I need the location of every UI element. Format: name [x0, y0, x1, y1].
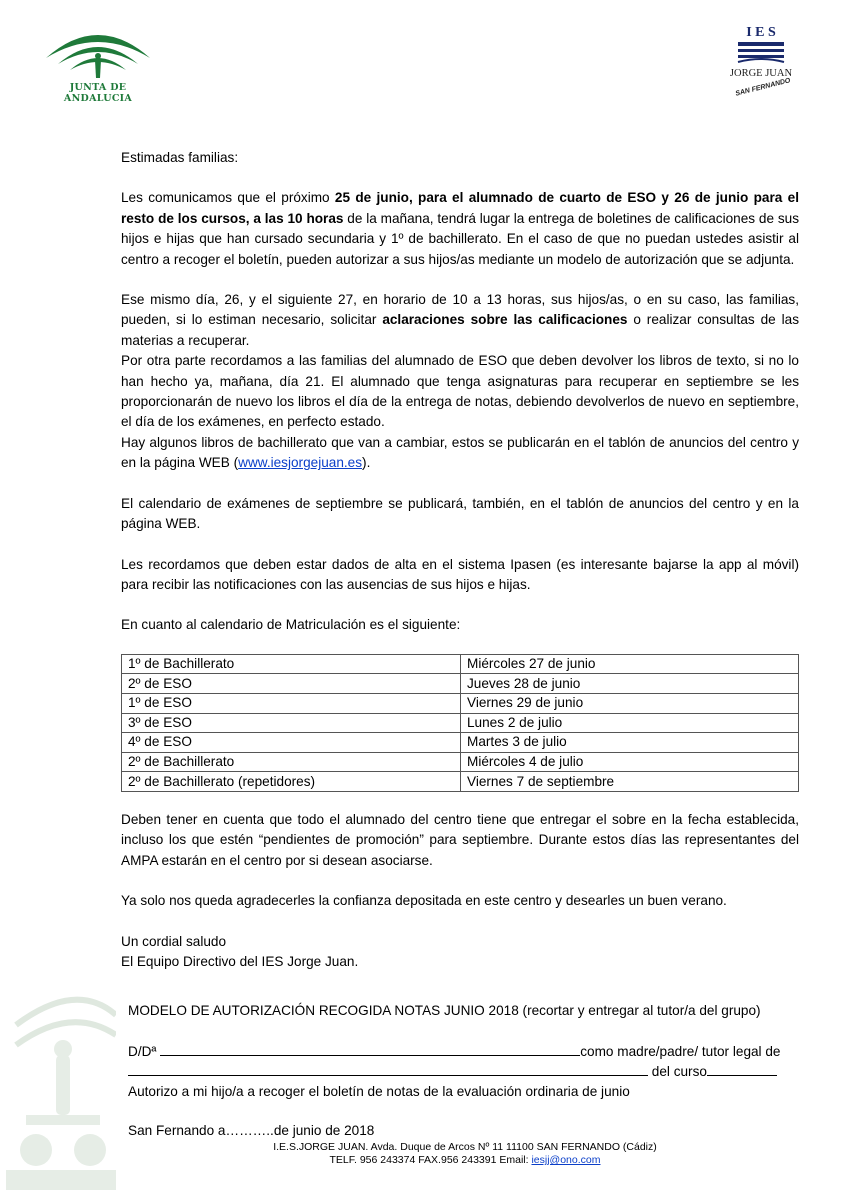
footer-address: I.E.S.JORGE JUAN. Avda. Duque de Arcos Nº 11 11100 SAN FERNANDO (Cádiz) — [273, 1141, 657, 1153]
student-line — [128, 1062, 777, 1082]
junta-andalucia-logo — [38, 18, 158, 102]
date-cell: Miércoles 27 de junio — [461, 654, 799, 674]
ies-mark-icon — [716, 22, 806, 68]
paragraph-aclaraciones: Ese mismo día, 26, y el siguiente 27, en horario de 10 a 13 horas, sus hijos/as, o en su caso, las familias, pueden, si lo estiman necesario, solicitar aclaraciones sobre las calificaciones o realizar consultas de las materias a recuperar. — [121, 292, 799, 348]
date-cell: Martes 3 de julio — [461, 733, 799, 753]
course-cell: 2º de Bachillerato — [122, 752, 461, 772]
table-row — [122, 654, 799, 674]
closing-saludo: Un cordial saludo — [121, 933, 227, 949]
paragraph-agradecimiento: Ya solo nos queda agradecerles la confianza depositada en este centro y desearles un buen verano. — [121, 893, 727, 909]
autorizo-text: Autorizo a mi hijo/a a recoger el boletín de notas de la evaluación ordinaria de junio — [128, 1084, 630, 1099]
date-cell: Miércoles 4 de julio — [461, 752, 799, 772]
place-date-text: San Fernando a………..de junio de 2018 — [128, 1123, 375, 1138]
course-cell: 1º de Bachillerato — [122, 654, 461, 674]
date-cell: Jueves 28 de junio — [461, 674, 799, 694]
parent-name-field[interactable] — [160, 1042, 580, 1056]
footer — [200, 1141, 730, 1167]
paragraph-libros-texto: Por otra parte recordamos a las familias del alumnado de ESO que deben devolver los libros de texto, si no lo han hecho ya, mañana, día 21. El alumnado que tenga asignaturas para recuperar en septiembre se les proporcionarán de nuevo los libros el día de la entrega de notas, debiendo devolverlos de nuevo en septiembre, el día de los exámenes, en perfecto estado. — [121, 353, 799, 430]
table-row — [122, 733, 799, 753]
paragraph-libros-bachillerato: Hay algunos libros de bachillerato que van a cambiar, estos se publicarán en el tablón de anuncios del centro y en la página WEB (www.iesjorgejuan.es). — [121, 434, 799, 471]
table-row — [122, 752, 799, 772]
paragraph-matriculacion: En cuanto al calendario de Matriculación es el siguiente: — [121, 617, 461, 633]
watermark-crest-icon — [6, 985, 116, 1190]
date-cell: Viernes 7 de septiembre — [461, 772, 799, 792]
course-field[interactable] — [707, 1062, 777, 1076]
dd-line — [128, 1042, 780, 1062]
table-row — [122, 674, 799, 694]
course-cell: 1º de ESO — [122, 693, 461, 713]
closing-firma: El Equipo Directivo del IES Jorge Juan. — [121, 953, 359, 969]
date-cell: Viernes 29 de junio — [461, 693, 799, 713]
footer-contact: TELF. 956 243374 FAX.956 243391 Email: iesjj@ono.com — [329, 1154, 601, 1166]
junta-andalucia-label: JUNTA DE ANDALUCIA — [63, 82, 133, 104]
course-cell: 2º de ESO — [122, 674, 461, 694]
table-row — [122, 693, 799, 713]
ies-city-label: SAN FERNANDO — [734, 77, 792, 98]
course-cell: 3º de ESO — [122, 713, 461, 733]
paragraph-calendario-examenes: El calendario de exámenes de septiembre se publicará, también, en el tablón de anuncios del centro y en la página WEB. — [121, 495, 799, 532]
paragraph-ipasen: Les recordamos que deben estar dados de alta en el sistema Ipasen (es interesante bajarse la app al móvil) para recibir las notificaciones con las ausencias de sus hijos e hijas. — [121, 556, 799, 592]
junta-arches-icon — [38, 18, 158, 82]
ies-name-label: JORGE JUAN — [729, 68, 793, 79]
course-cell: 2º de Bachillerato (repetidores) — [122, 772, 461, 792]
greeting: Estimadas familias: — [121, 150, 239, 165]
del-curso-label: del curso — [651, 1064, 707, 1079]
date-cell: Lunes 2 de julio — [461, 713, 799, 733]
as-parent-label: como madre/padre/ tutor legal de — [580, 1044, 781, 1059]
matriculation-table — [121, 654, 799, 792]
junta-watermark — [6, 985, 116, 1190]
paragraph-sobre-ampa: Deben tener en cuenta que todo el alumnado del centro tiene que entregar el sobre en la fecha establecida, incluso los que estén “pendientes de promoción” para septiembre. Durante estos días las representantes del AMPA estarán en el centro por si desean asociarse. — [121, 811, 799, 868]
student-name-field[interactable] — [128, 1062, 648, 1076]
course-cell: 4º de ESO — [122, 733, 461, 753]
letter-body — [121, 148, 799, 972]
table-row — [122, 713, 799, 733]
email-link[interactable]: iesjj@ono.com — [531, 1154, 601, 1166]
table-row — [122, 772, 799, 792]
web-link[interactable]: www.iesjorgejuan.es — [238, 455, 363, 471]
ies-jorge-juan-logo — [716, 22, 806, 104]
authorization-title: MODELO DE AUTORIZACIÓN RECOGIDA NOTAS JUNIO 2018 (recortar y entregar al tutor/a del grupo) — [128, 1003, 761, 1018]
paragraph-entrega-boletines: Les comunicamos que el próximo 25 de junio, para el alumnado de cuarto de ESO y 26 de junio para el resto de los cursos, a las 10 horas de la mañana, tendrá lugar la entrega de boletines de calificaciones de sus hijos e hijas que han cursado secundaria y 1º de bachillerato. En el caso de que no puedan ustedes asistir al centro a recoger el boletín, pueden autorizar a sus hijos/as mediante un modelo de autorización que se adjunta. — [121, 190, 800, 267]
svg-text:I E S: I E S — [746, 25, 776, 40]
dd-label: D/Dª — [128, 1044, 157, 1059]
